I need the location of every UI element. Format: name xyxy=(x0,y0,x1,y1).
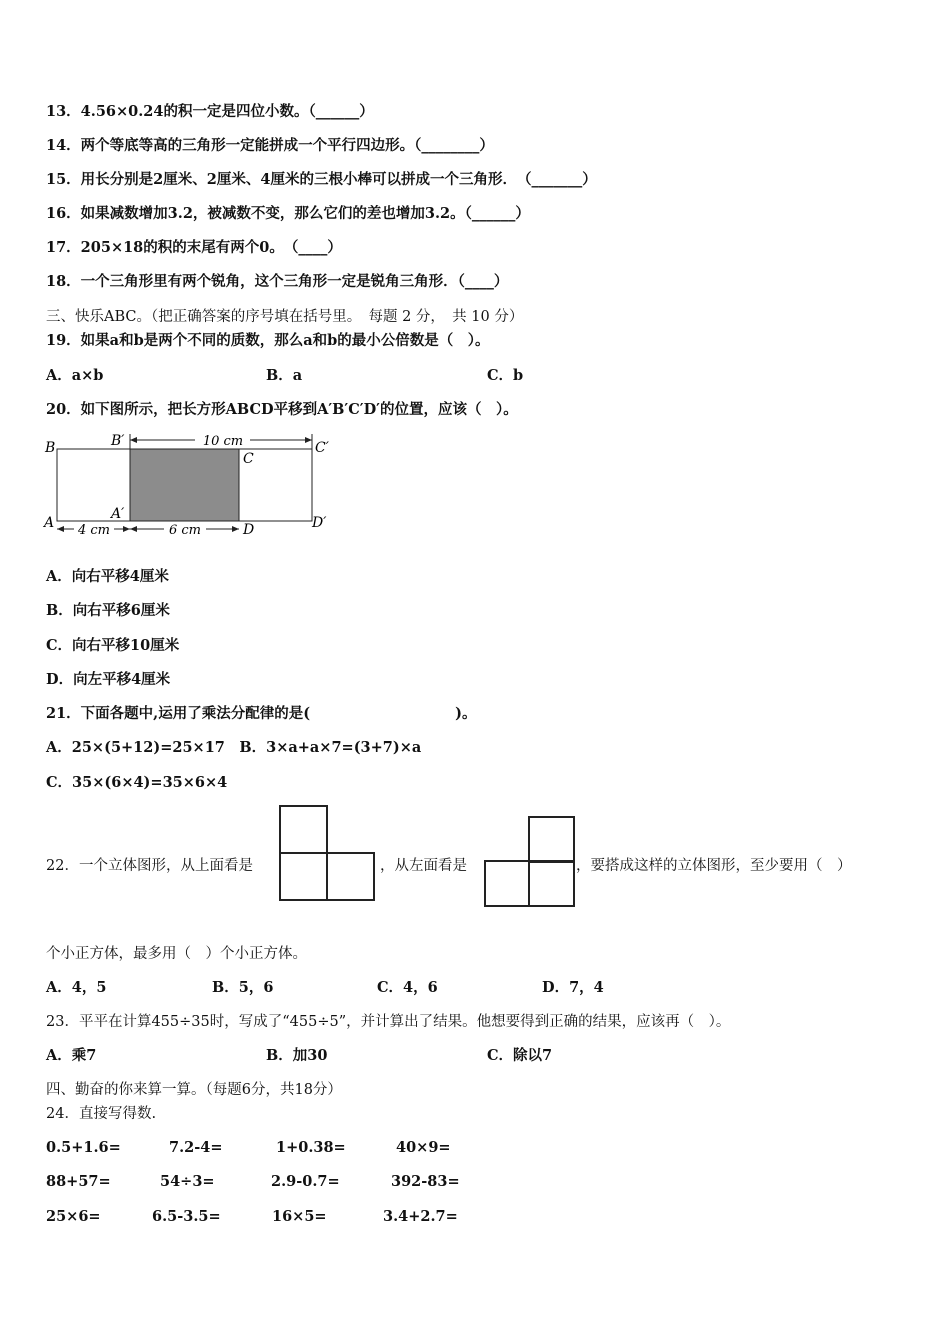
q22-left-view-figure xyxy=(483,815,576,908)
label-c: C xyxy=(243,451,254,467)
top-view-square-lower-right xyxy=(327,853,374,900)
label-10cm: 10 cm xyxy=(202,434,244,449)
q23-option-c: C．除以7 xyxy=(487,1047,553,1064)
q22-part3: ，要搭成这样的立体图形，至少要用（ ） xyxy=(576,858,852,874)
label-a-prime: A′ xyxy=(111,506,125,522)
q22-line2: 个小正方体，最多用（ ）个小正方体。 xyxy=(46,946,307,962)
q24-r1-c2: 7.2-4= xyxy=(169,1139,223,1156)
q24-r1-c3: 1+0.38= xyxy=(276,1139,346,1156)
q23-option-a: A．乘7 xyxy=(46,1047,97,1064)
shaded-rect-a2b2cd xyxy=(130,449,239,521)
q24-r3-c2: 6.5-3.5= xyxy=(152,1208,221,1225)
dim-arrow-10cm-right xyxy=(305,437,312,443)
left-view-square-lower-left xyxy=(485,861,529,906)
q22-option-b: B．5，6 xyxy=(212,979,274,996)
q19-option-a: A．a×b xyxy=(46,367,104,384)
dim-arrow-6cm-left xyxy=(130,526,137,532)
q13: 13．4.56×0.24的积一定是四位小数。（______） xyxy=(46,103,374,120)
label-c-prime: C′ xyxy=(315,440,329,456)
dim-arrow-4cm-left xyxy=(57,526,64,532)
q23-stem: 23．平平在计算455÷35时，写成了“455÷5”，并计算出了结果。他想要得到正确的结果，应该再（ ）。 xyxy=(46,1014,731,1030)
q24-r2-c1: 88+57= xyxy=(46,1173,111,1190)
q22-top-view-figure xyxy=(278,804,376,902)
q20-option-a: A．向右平移4厘米 xyxy=(46,568,169,585)
q24-r3-c3: 16×5= xyxy=(272,1208,327,1225)
label-d-prime: D′ xyxy=(312,515,327,531)
q21-options-ab: A．25×(5+12)=25×17 B．3×a+a×7=(3+7)×a xyxy=(46,739,422,756)
label-4cm: 4 cm xyxy=(77,523,111,538)
left-view-square-upper xyxy=(529,817,574,862)
label-d: D xyxy=(243,522,255,538)
q24-stem: 24．直接写得数. xyxy=(46,1106,157,1122)
top-view-square-upper xyxy=(280,806,327,853)
section-3-heading: 三、快乐ABC。（把正确答案的序号填在括号里。 每题 2 分， 共 10 分） xyxy=(46,309,524,325)
q22-option-a: A．4，5 xyxy=(46,979,107,996)
label-b-prime: B′ xyxy=(111,433,125,449)
label-6cm: 6 cm xyxy=(168,523,202,538)
q24-r1-c4: 40×9= xyxy=(396,1139,451,1156)
q24-r3-c1: 25×6= xyxy=(46,1208,101,1225)
q24-r3-c4: 3.4+2.7= xyxy=(383,1208,458,1225)
dim-arrow-4cm-right xyxy=(123,526,130,532)
q20-stem: 20．如下图所示，把长方形ABCD平移到A′B′C′D′的位置，应该（ ）。 xyxy=(46,401,518,418)
dim-arrow-10cm-left xyxy=(130,437,137,443)
q24-r1-c1: 0.5+1.6= xyxy=(46,1139,121,1156)
q15: 15．用长分别是2厘米、2厘米、4厘米的三根小棒可以拼成一个三角形． （_______） xyxy=(46,171,597,188)
q19-stem: 19．如果a和b是两个不同的质数，那么a和b的最小公倍数是（ ）。 xyxy=(46,332,490,349)
q17: 17．205×18的积的末尾有两个0。 （____） xyxy=(46,239,342,256)
q23-option-b: B．加30 xyxy=(266,1047,328,1064)
top-view-square-lower-left xyxy=(280,853,327,900)
q19-option-c: C．b xyxy=(487,367,524,384)
dim-arrow-6cm-right xyxy=(232,526,239,532)
q19-option-b: B．a xyxy=(266,367,303,384)
label-a: A xyxy=(44,515,55,531)
q18: 18．一个三角形里有两个锐角，这个三角形一定是锐角三角形．（____） xyxy=(46,273,509,290)
q22-option-c: C．4，6 xyxy=(377,979,438,996)
label-b: B xyxy=(45,440,56,456)
q22-part1: 22．一个立体图形，从上面看是 xyxy=(46,858,253,874)
left-view-square-lower-right xyxy=(529,861,574,906)
q16: 16．如果减数增加3.2，被减数不变，那么它们的差也增加3.2。（______） xyxy=(46,205,530,222)
q20-option-d: D．向左平移4厘米 xyxy=(46,671,171,688)
q22-option-d: D．7，4 xyxy=(542,979,604,996)
q14: 14．两个等底等高的三角形一定能拼成一个平行四边形。（________） xyxy=(46,137,494,154)
q21-option-c: C．35×(6×4)=35×6×4 xyxy=(46,774,228,791)
q24-r2-c2: 54÷3= xyxy=(160,1173,215,1190)
q24-r2-c3: 2.9-0.7= xyxy=(271,1173,340,1190)
q20-translation-figure xyxy=(40,428,340,544)
q20-option-c: C．向右平移10厘米 xyxy=(46,637,180,654)
q20-option-b: B．向右平移6厘米 xyxy=(46,602,170,619)
section-4-heading: 四、勤奋的你来算一算。（每题6分，共18分） xyxy=(46,1082,342,1098)
q22-part2: ，从左面看是 xyxy=(380,858,467,874)
q21-stem: 21．下面各题中,运用了乘法分配律的是( )。 xyxy=(46,705,477,722)
q24-r2-c4: 392-83= xyxy=(391,1173,460,1190)
